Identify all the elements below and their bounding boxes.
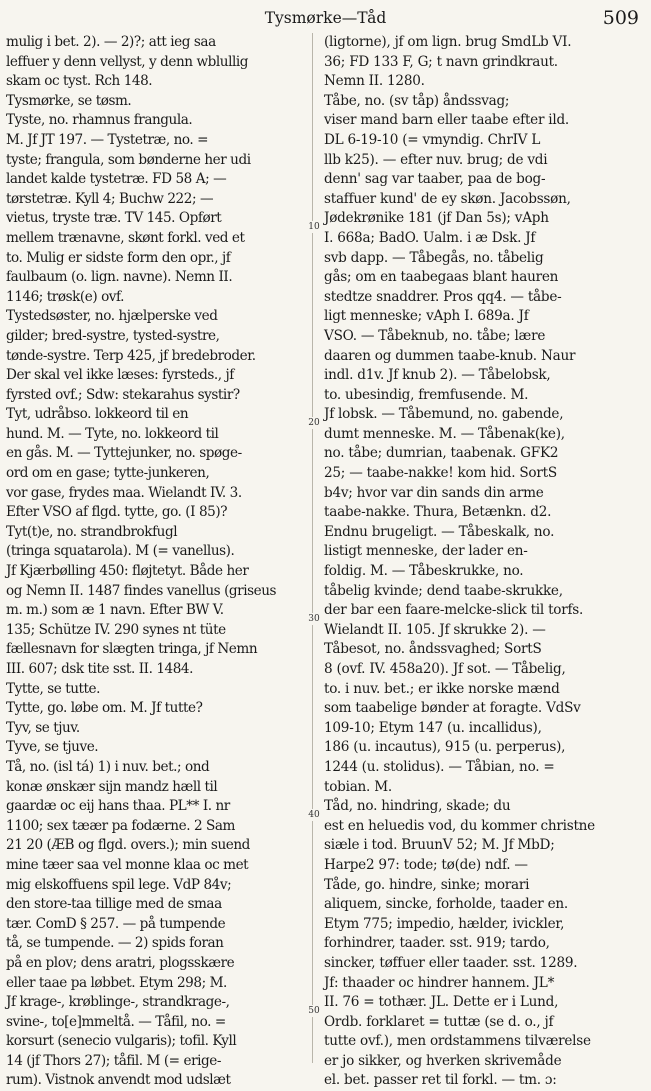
text-line: Jødekrønike 181 (jf Dan 5s); vAph [324,210,549,227]
text-line: Etym 775; impedio, hælder, ivickler, [324,915,565,932]
text-line: gaardæ oc eij hans thaa. PL** I. nr [6,798,230,815]
text-line: 21 20 (ÆB og flgd. overs.); min suend [6,837,250,854]
text-line: llb k25). — efter nuv. brug; de vdi [324,151,548,168]
text-line: Wielandt II. 105. Jf skrukke 2). — [324,621,546,638]
text-line: Tyste, no. rhamnus frangula. [6,112,193,129]
text-line: 1244 (u. stolidus). — Tåbian, no. = [324,758,555,775]
text-line: 25; — taabe-nakke! kom hid. SortS [324,465,557,482]
text-line: faulbaum (o. lign. navne). Nemn II. [6,269,233,286]
text-line: listigt menneske, der lader en- [324,543,528,560]
text-line: tobian. M. [324,778,392,795]
text-line: aliquem, sincke, forholde, taader en. [324,896,568,913]
text-line: leffuer y denn vellyst, y denn wblullig [6,53,249,70]
text-line: tå, se tumpende. — 2) spids foran [6,935,224,952]
text-line: Efter VSO af flgd. tytte, go. (I 85)? [6,504,228,521]
line-marker: 20 [305,417,323,429]
page-number: 509 [602,7,639,29]
left-column [6,33,306,1091]
text-line: den store-taa tillige med de smaa [6,896,222,913]
text-line: el. bet. passer ret til forkl. — tm. ɔ: [324,1072,557,1089]
text-line: svine-, to[e]mmeltå. — Tåfil, no. = [6,1013,226,1030]
text-line: eller taae pa løbbet. Etym 298; M. [6,974,227,991]
text-line: mulig i bet. 2). — 2)?; att ieg saa [6,34,216,50]
text-line: tønde-systre. Terp 425, jf bredebroder. [6,347,256,364]
text-line: Jf: thaader oc hindrer hannem. JL* [324,974,555,991]
text-line: konæ ønskær sijn mandz hæll til [6,778,218,795]
text-line: m. m.) som æ 1 navn. Efter BW V. [6,602,224,619]
column-divider [312,33,313,1063]
text-line: tåbelig kvinde; dend taabe-skrukke, [324,582,563,599]
text-line: (ligtorne), jf om lign. brug SmdLb VI. [324,34,572,50]
text-line: 8 (ovf. IV. 458a20). Jf sot. — Tåbelig, [324,661,566,677]
text-line: er jo sikker, og hverken skrivemåde [324,1052,562,1069]
text-line: sincker, tøffuer eller taader. sst. 1289. [324,954,578,971]
text-line: 14 (jf Thors 27); tåfil. M (= erige- [6,1052,222,1069]
text-line: Tyv, se tjuv. [6,719,80,736]
text-line: Tyt, udråbso. lokkeord til en [6,406,189,423]
text-line: tørstetræ. Kyll 4; Buchw 222; — [6,190,214,207]
text-line: siæle i tod. BruunV 52; M. Jf MbD; [324,837,555,854]
text-line: 36; FD 133 F, G; t navn grindkraut. [324,53,558,70]
text-line: svb dapp. — Tåbegås, no. tåbelig [324,249,544,266]
text-line: viser mand barn eller taabe efter ild. [324,112,569,129]
text-line: staffuer kund' de ey skøn. Jacobssøn, [324,190,571,207]
text-line: III. 607; dsk tite sst. II. 1484. [6,661,193,677]
text-line: hund. M. — Tyte, no. lokkeord til [6,425,219,442]
text-line: Jf krage-, krøblinge-, strandkrage-, [6,994,230,1011]
text-line: på en plov; dens aratri, plogsskære [6,954,235,971]
right-column [324,33,644,1091]
text-line: to. ubesindig, fremfusende. M. [324,386,529,403]
text-line: Der skal vel ikke læses: fyrsteds., jf [6,367,234,384]
text-line: fyrsted ovf.; Sdw: stekarahus systir? [6,386,240,403]
text-line: forhindrer, taader. sst. 919; tardo, [324,935,550,952]
text-line: Tåbe, no. (sv tåp) åndssvag; [324,92,510,109]
text-line: Tå, no. (isl tá) 1) i nuv. bet.; ond [6,758,210,775]
text-line: Jf lobsk. — Tåbemund, no. gabende, [324,406,564,423]
text-line: M. Jf JT 197. — Tystetræ, no. = [6,131,209,148]
text-line: der bar een faare-melcke-slick til torfs. [324,602,584,619]
text-line: vor gase, frydes maa. Wielandt IV. 3. [6,484,242,501]
text-line: Endnu brugeligt. — Tåbeskalk, no. [324,523,555,540]
text-line: I. 668a; BadO. Ualm. i æ Dsk. Jf [324,229,536,246]
text-line: taabe-nakke. Thura, Betænkn. d2. [324,504,552,521]
text-line: b4v; hvor var din sands din arme [324,484,544,501]
text-line: en gås. M. — Tyttejunker, no. spøge- [6,445,242,462]
text-line: mine tæer saa vel monne klaa oc met [6,856,249,873]
text-line: mellem trænavne, skønt forkl. ved et [6,229,245,246]
text-line: ord om en gase; tytte-junkeren, [6,465,210,482]
text-line: 1100; sex tæær pa fodærne. 2 Sam [6,817,235,834]
text-line: to. Mulig er sidste form den opr., jf [6,249,231,266]
text-line: tutte ovf.), men ordstammens tilværelse [324,1033,591,1050]
line-marker: 30 [305,613,323,625]
line-marker: 10 [305,221,323,233]
text-line: est en heluedis vod, du kommer christne [324,817,595,834]
text-line: som taabelige bønder at foragte. VdSv [324,700,581,717]
text-line: foldig. M. — Tåbeskrukke, no. [324,563,524,580]
text-line: VSO. — Tåbeknub, no. tåbe; lære [324,327,546,344]
text-line: Tåde, go. hindre, sinke; morari [324,876,530,893]
text-line: tyste; frangula, som bønderne her udi [6,151,251,168]
text-line: gås; om en taabegaas blant hauren [324,269,559,286]
text-line: tær. ComD § 257. — på tumpende [6,915,226,932]
text-line: Tytte, go. løbe om. M. Jf tutte? [6,700,203,717]
text-line: no. tåbe; dumrian, taabenak. GFK2 [324,445,559,462]
text-line: Jf Kjærbølling 450: fløjtetyt. Både her [6,563,249,580]
text-line: dumt menneske. M. — Tåbenak(ke), [324,425,565,442]
text-line: Tytte, se tutte. [6,680,101,697]
text-line: 186 (u. incautus), 915 (u. perperus), [324,739,566,756]
text-line: 135; Schütze IV. 290 synes nt tüte [6,621,226,638]
text-line: indl. d1v. Jf knub 2). — Tåbelobsk, [324,367,551,384]
running-header [8,6,643,30]
text-line: landet kalde tystetræ. FD 58 A; — [6,171,227,188]
text-line: korsurt (senecio vulgaris); tofil. Kyll [6,1033,237,1050]
text-line: Harpe2 97: tode; tø(de) ndf. — [324,856,528,873]
text-line: skam oc tyst. Rch 148. [6,73,153,90]
text-line: og Nemn II. 1487 findes vanellus (griseus [6,582,277,599]
text-line: (tringa squatarola). M (= vanellus). [6,543,235,560]
text-line: Tysmørke, se tøsm. [6,92,132,109]
text-line: fællesnavn for slægten tringa, jf Nemn [6,641,258,658]
running-title: Tysmørke—Tåd [264,9,387,27]
text-line: Tåd, no. hindring, skade; du [324,798,511,815]
text-line: stedtze snaddrer. Pros qq4. — tåbe- [324,288,562,305]
text-line: Tystedsøster, no. hjælperske ved [6,308,218,325]
text-line: Ordb. forklaret = tuttæ (se d. o., jf [324,1013,554,1030]
text-line: mig elskoffuens spil lege. VdP 84v; [6,876,232,893]
text-line: Tåbesot, no. åndssvaghed; SortS [324,641,542,658]
text-line: to. i nuv. bet.; er ikke norske mænd [324,680,560,697]
text-line: Nemn II. 1280. [324,73,425,90]
text-line: II. 76 = tothær. JL. Dette er i Lund, [324,994,559,1011]
text-line: denn' sag var taaber, paa de bog- [324,171,546,188]
text-line: gilder; bred-systre, tysted-systre, [6,327,220,344]
text-line: DL 6-19-10 (= vmyndig. ChrIV L [324,131,541,148]
text-line: vietus, tryste træ. TV 145. Opført [6,210,222,227]
line-marker: 50 [305,1005,323,1017]
text-line: Tyt(t)e, no. strandbrokfugl [6,523,178,540]
text-line: 109-10; Etym 147 (u. incallidus), [324,719,542,736]
text-line: Tyve, se tjuve. [6,739,99,756]
line-marker: 40 [305,809,323,821]
text-line: rum). Vistnok anvendt mod udslæt [6,1072,231,1089]
text-line: ligt menneske; vAph I. 689a. Jf [324,308,529,325]
text-line: daaren og dummen taabe-knub. Naur [324,347,576,364]
text-line: 1146; trøsk(e) ovf. [6,288,125,305]
